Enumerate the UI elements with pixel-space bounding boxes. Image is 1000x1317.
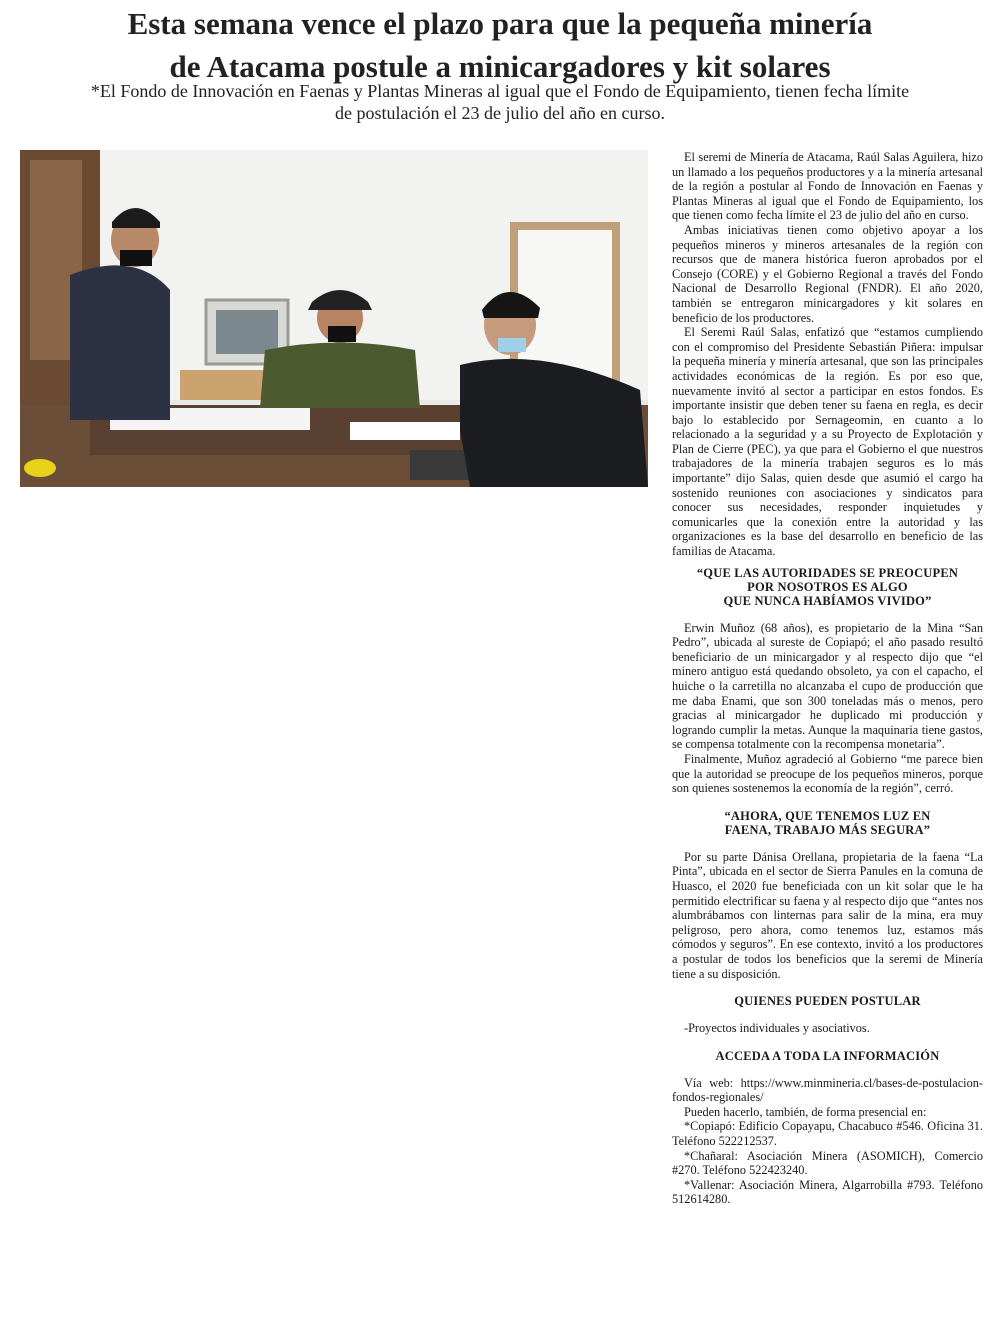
subhead-light: “AHORA, QUE TENEMOS LUZ EN FAENA, TRABAJO MÁS SEGURA” [724, 808, 931, 837]
headline [20, 2, 980, 88]
address-vallenar: *Vallenar: Asociación Minera, Algarrobilla #793. Teléfono 512614280. [672, 1177, 983, 1207]
eligibility-item: -Proyectos individuales y asociativos. [684, 1021, 870, 1036]
deck-line-2: de postulación el 23 de julio del año en curso. [335, 103, 665, 123]
body-column [672, 150, 983, 1207]
paragraph-intro-1: El seremi de Minería de Atacama, Raúl Salas Aguilera, hizo un llamado a los pequeños productores y a la minería artesanal de la región a postular al Fondo de Innovación en Faenas y Plantas Mineras al igual que el Fondo de Equipamiento, los que tienen como fecha límite el 23 de julio del año en curso. [672, 150, 983, 223]
address-chanaral: *Chañaral: Asociación Minera (ASOMICH), Comercio #270. Teléfono 522423240. [672, 1148, 983, 1178]
deck-line-1: *El Fondo de Innovación en Faenas y Plantas Mineras al igual que el Fondo de Equipamiento, tienen fecha límite [90, 81, 910, 101]
subhead-authorities: “QUE LAS AUTORIDADES SE PREOCUPEN POR NOSOTROS ES ALGO QUE NUNCA HABÍAMOS VIVIDO” [696, 565, 959, 608]
deck [30, 80, 970, 124]
paragraph-intro-2: Ambas iniciativas tienen como objetivo apoyar a los pequeños mineros y mineros artesanales de la región con recursos que de manera histórica fueron aprobados por el Consejo (CORE) y el Gobierno Regional a través del Fondo Nacional de Desarrollo Regional (FNDR). El año 2020, también se entregaron minicargadores y kit solares en beneficio de los productores. [672, 222, 983, 325]
paragraph-orellana: Por su parte Dánisa Orellana, propietaria de la faena “La Pinta”, ubicada en el sector de Sierra Panules en la comuna de Huasco, el 2020 fue beneficiada con un kit solar que le ha permitido electrificar su faena y al respecto dijo que “antes nos alumbrábamos con linternas para salir de la mina, era muy peligroso, pero ahora, como tenemos luz, estamos más cómodos y seguros”. En ese contexto, invitó a los productores a postular de todos los beneficios que la seremi de Minería tiene a su disposición. [672, 849, 983, 981]
subhead-info: ACCEDA A TODA LA INFORMACIÓN [715, 1048, 940, 1063]
paragraph-munoz-2: Finalmente, Muñoz agradeció al Gobierno “me parece bien que la autoridad se preocupe de los pequeños mineros, porque son quienes sostenemos la economía de la región”, cerró. [672, 751, 983, 796]
meeting-photo-icon [20, 150, 648, 487]
paragraph-intro-3: El Seremi Raúl Salas, enfatizó que “estamos cumpliendo con el compromiso del Presidente Sebastián Piñera: impulsar la pequeña minería y minería artesanal, que son las principales actividades económicas de la región. Es por eso que, nuevamente invitó al sector a participar en estos fondos. Es importante insistir que deben tener su faena en regla, es decir bajo lo establecido por Sernageomin, en cuanto a lo relacionado a la seguridad y a su Proyecto de Explotación y Plan de Cierre (PEC), ya que para el Gobierno el que nuestros trabajadores de la minería trabajen seguros es lo más importante” dijo Salas, quien desde que asumió el cargo ha sostenido reuniones con asociaciones y sindicatos para conocer sus necesidades, responder inquietudes y comunicarles que la conexión entre la autoridad y las organizaciones es la base del desarrollo en beneficio de las familias de Atacama. [672, 325, 983, 559]
paragraph-presential: Pueden hacerlo, también, de forma presencial en: [684, 1104, 927, 1119]
paragraph-munoz-1: Erwin Muñoz (68 años), es propietario de la Mina “San Pedro”, ubicada al sureste de Copiapó; el año pasado resultó beneficiario de un minicargador y al respecto dijo que “el minero antiguo está quedando obsoleto, ya con el capacho, el huiche o la carretilla no alcanzaba el cupo de producción que me daba Enami, que son 300 toneladas más o menos, pero gracias al minicargador he duplicado mi producción y logrando cumplir la metas. Aunque la maquinaria tiene gastos, se compensa totalmente con la recompensa monetaria”. [672, 620, 983, 752]
headline-line-2: de Atacama postule a minicargadores y kit solares [169, 49, 831, 84]
meeting-photo [20, 150, 648, 487]
paragraph-web: Vía web: https://www.minmineria.cl/bases-de-postulacion-fondos-regionales/ [672, 1075, 983, 1105]
address-copiapo: *Copiapó: Edificio Copayapu, Chacabuco #546. Oficina 31. Teléfono 522212537. [672, 1119, 983, 1149]
subhead-who-can-apply: QUIENES PUEDEN POSTULAR [734, 994, 921, 1009]
headline-line-1: Esta semana vence el plazo para que la pequeña minería [127, 6, 873, 41]
